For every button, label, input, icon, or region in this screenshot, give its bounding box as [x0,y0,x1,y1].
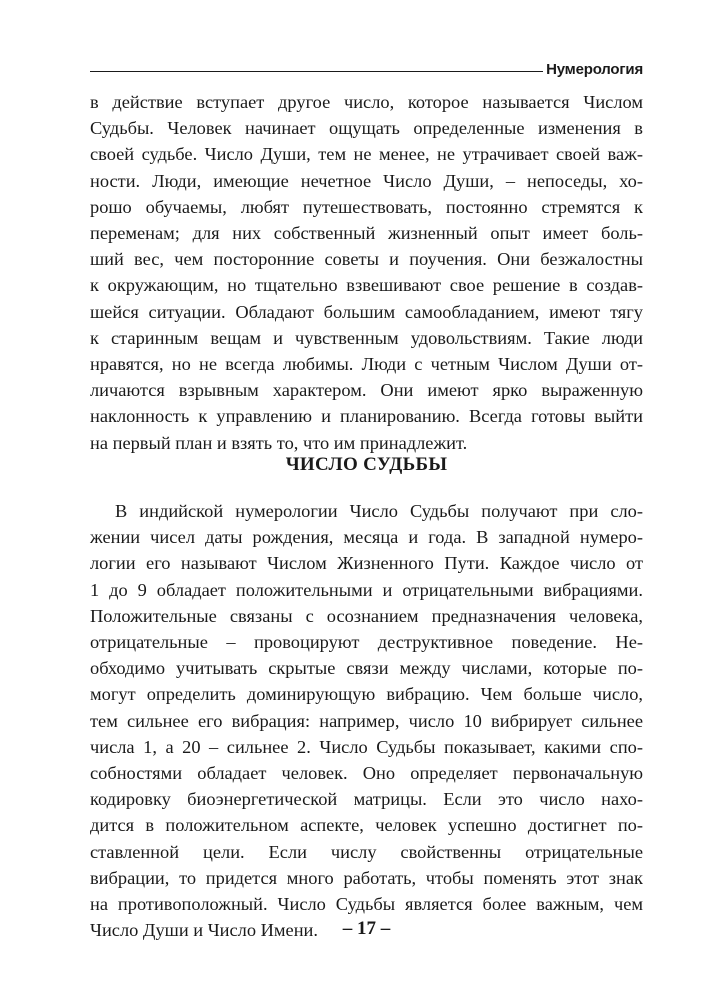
text-line: на противоположный. Число Судьбы является более важным, чем [90,894,643,915]
text-line: к окружающим, но тщательно взвешивают свое решение в создав- [90,275,643,296]
text-line: личаются взрывным характером. Они имеют ярко выраженную [90,380,643,401]
text-line: ший вес, чем посторонние советы и поучения. Они безжалостны [90,249,643,270]
text-line: собностями обладает человек. Оно определяет первоначальную [90,763,643,784]
text-line: своей судьбе. Число Души, тем не менее, не утрачивает своей важ- [90,144,643,165]
text-line: могут определить доминирующую вибрацию. Чем больше число, [90,684,643,705]
text-line: в действие вступает другое число, которое называется Числом [90,92,643,112]
text-line: Положительные связаны с осознанием предназначения человека, [90,605,643,626]
text-line: В индийской нумерологии Число Судьбы получают при сло- [115,501,643,521]
paragraph-continued [90,89,643,456]
text-line: числа 1, а 20 – сильнее 2. Число Судьбы показывает, какими спо- [90,736,643,757]
text-line: к старинным вещам и чувственным удовольствиям. Такие люди [90,327,643,348]
text-line: вибрации, то придется много работать, чтобы поменять этот знак [90,867,643,888]
text-line: переменам; для них собственный жизненный опыт имеет боль- [90,223,643,244]
text-line: Число Души и Число Имени. [90,920,318,941]
text-line: обходимо учитывать скрытые связи между числами, которые по- [90,658,643,679]
text-line: рошо обучаемы, любят путешествовать, постоянно стремятся к [90,196,643,217]
text-line: логии его называют Числом Жизненного Пути. Каждое число от [90,553,643,574]
text-line: тем сильнее его вибрация: например, число 10 вибрирует сильнее [90,710,643,731]
text-line: 1 до 9 обладает положительными и отрицательными вибрациями. [90,579,643,600]
section-heading: ЧИСЛО СУДЬБЫ [285,454,448,475]
running-header [90,58,643,80]
paragraph-destiny-number [90,498,643,943]
text-line: ности. Люди, имеющие нечетное Число Души, – непоседы, хо- [90,170,643,191]
text-line: отрицательные – провоцируют деструктивное поведение. Не- [90,632,643,653]
text-line: нравятся, но не всегда любимы. Люди с четным Числом Души от- [90,354,643,375]
header-title: Нумерология [546,61,643,78]
text-line: шейся ситуации. Обладают большим самообладанием, имеют тягу [90,301,643,322]
text-line: наклонность к управлению и планированию. Всегда готовы выйти [90,406,643,427]
text-line: дится в положительном аспекте, человек успешно достигнет по- [90,815,643,836]
page-number: – 17 – [342,918,391,939]
text-line: на первый план и взять то, что им принадлежит. [90,432,468,453]
text-line: ставленной цели. Если числу свойственны отрицательные [90,841,643,862]
header-rule [90,71,543,72]
text-line: Судьбы. Человек начинает ощущать определенные изменения в [90,118,643,139]
text-line: кодировку биоэнергетической матрицы. Если это число нахо- [90,789,643,810]
text-line: жении чисел даты рождения, месяца и года. В западной нумеро- [90,527,643,548]
